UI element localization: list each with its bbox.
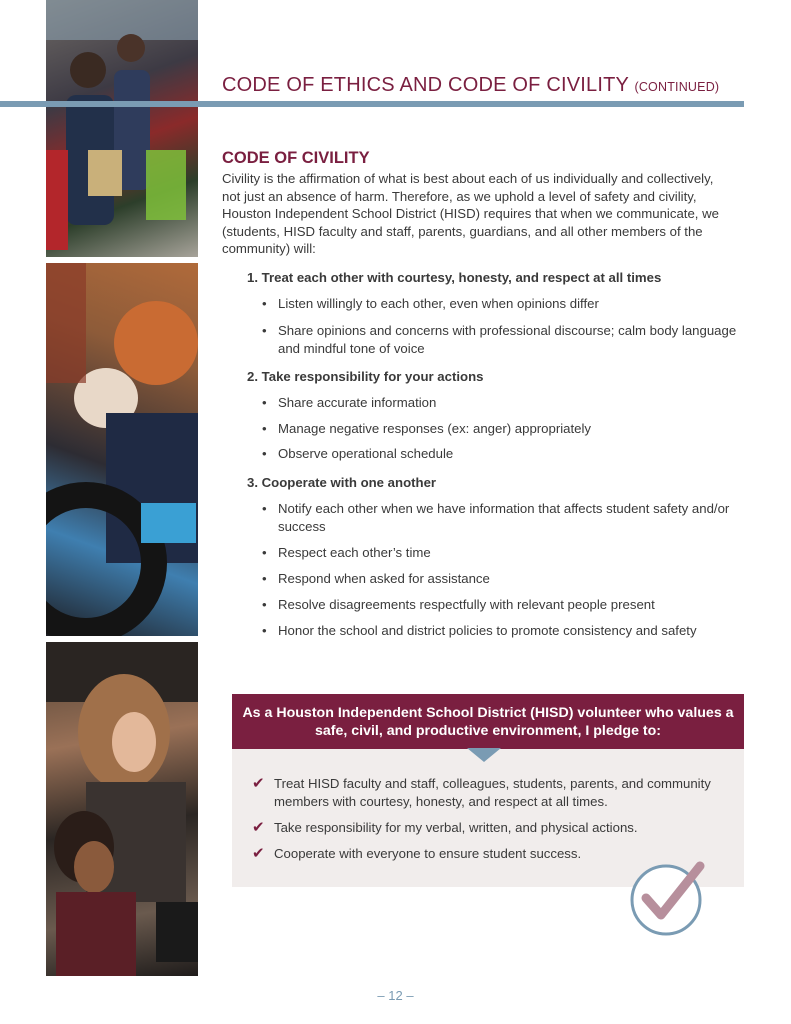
pledge-item	[252, 819, 744, 837]
list-item: • Notify each other when we have information that affects student safety and/or success	[262, 500, 738, 536]
list-item: • Resolve disagreements respectfully with relevant people present	[262, 596, 738, 614]
pledge-item-text: Take responsibility for my verbal, written, and physical actions.	[274, 820, 638, 835]
photo-volunteer-with-students	[46, 642, 198, 976]
page-title	[222, 74, 719, 97]
list-item: • Respect each other’s time	[262, 544, 738, 562]
pledge-heading: As a Houston Independent School District (HISD) volunteer who values a safe, civil, and productive environment, I pledge to:	[232, 694, 744, 749]
section-intro: Civility is the affirmation of what is best about each of us individually and collectively, not just an absence of harm. Therefore, as we uphold a level of safety and civility, Houston Independent School District (HISD) requires that when we communicate, we (students, HISD faculty and staff, parents, guardians, and all other members of the community) will:	[222, 171, 719, 256]
photo-students-with-books	[46, 0, 198, 257]
header-rule	[0, 101, 744, 107]
list-item: • Honor the school and district policies to promote consistency and safety	[262, 622, 738, 640]
commitment-heading-1: 1. Treat each other with courtesy, honesty, and respect at all times	[247, 270, 662, 285]
list-item: • Observe operational schedule	[262, 445, 738, 463]
page-number: – 12 –	[377, 988, 414, 1003]
pledge-item-text: Treat HISD faculty and staff, colleagues, students, parents, and community members with courtesy, honesty, and respect at all times.	[274, 776, 711, 809]
list-item: • Share accurate information	[262, 394, 738, 412]
check-icon: ✔	[252, 775, 265, 792]
check-icon: ✔	[252, 845, 265, 862]
commitment-heading-2: 2. Take responsibility for your actions	[247, 369, 484, 384]
page-title-text: CODE OF ETHICS AND CODE OF CIVILITY	[222, 74, 629, 96]
list-item: • Manage negative responses (ex: anger) appropriately	[262, 420, 738, 438]
pledge-item	[252, 775, 744, 810]
pledge-item-text: Cooperate with everyone to ensure student success.	[274, 846, 582, 861]
photo-volunteers-bicycle	[46, 263, 198, 636]
list-item: • Share opinions and concerns with professional discourse; calm body language and mindful tone of voice	[262, 322, 738, 358]
checkmark-circle-icon	[628, 858, 708, 938]
page-title-suffix: (CONTINUED)	[634, 80, 720, 94]
commitment-heading-3: 3. Cooperate with one another	[247, 475, 437, 490]
check-icon: ✔	[252, 819, 265, 836]
list-item: • Listen willingly to each other, even when opinions differ	[262, 295, 738, 313]
section-title: CODE OF CIVILITY	[222, 149, 370, 167]
pledge-arrow	[467, 748, 501, 762]
list-item: • Respond when asked for assistance	[262, 570, 738, 588]
